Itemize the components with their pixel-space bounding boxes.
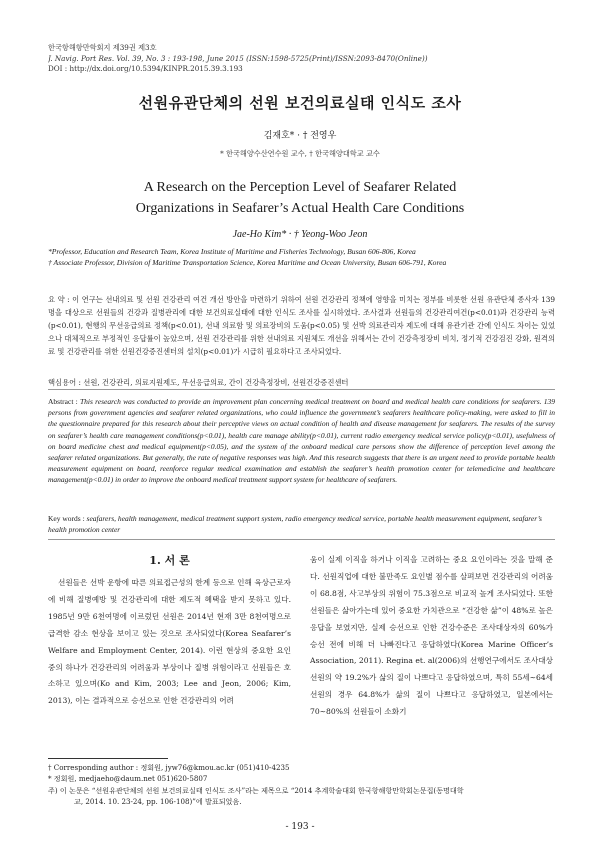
affiliation-english-2: † Associate Professor, Division of Maritime Transportation Science, Korea Maritime and Ocean University, Busan 606-791, Korea [48,257,447,267]
footnotes [48,762,558,807]
title-english-line-2: Organizations in Seafarer’s Actual Health Care Conditions [135,201,465,216]
title-korean: 선원유관단체의 선원 보건의료실태 인식도 조사 [138,94,462,112]
footnote-member: * 정회원, medjaeho@daum.net 051)620-5807 [48,774,208,784]
footnote-rule [48,758,168,759]
journal-name-ko: 한국항해항만학회지 제39권 제3호 [48,43,157,52]
title-english [0,177,600,219]
body-column-left: 선원들은 선박 운항에 따른 의료접근성의 한계 등으로 인해 육상근로자에 비해 질병예방 및 건강관리에 대한 제도적 혜택을 받지 못하고 있다. 1985년 9만 6천여명에 이르렀던 선원은 2014년 현재 3만 8천여명으로 급격한 감소 현상을 보이고 있는 것으로 조사되었다(Korea Seafarer’s Welfare and Employment Center, 2014). 이런 현상의 중요한 요인 중의 하나가 건강관리의 어려움과 부상이나 질병 위험이라고 선원들은 호소하고 있으며(Ko and Kim, 2003; Lee and Jeon, 2006; Kim, 2013), 이는 결과적으로 승선으로 인한 건강관리의 어려 [48,578,291,706]
journal-citation: J. Navig. Port Res. Vol. 39, No. 3 : 193-198, June 2015 (ISSN:1598-5725(Print)/ISSN:2093-8470(Online)) [48,53,428,63]
abstract-divider-top [48,389,555,390]
page-number: - 193 - [285,822,315,832]
keywords-korean: 핵심용어 : 선원, 건강관리, 의료지원제도, 무선응급의료, 간이 건강측정장비, 선원건강증진센터 [48,378,349,387]
affiliation-korean: * 한국해양수산연수원 교수, † 한국해양대학교 교수 [220,149,380,158]
abstract-english [48,396,555,486]
abstract-divider-bottom [48,539,555,540]
section-heading-introduction: 1. 서 론 [149,554,190,567]
keywords-english-label: Key words : [48,514,87,523]
footnote-conference-note-cont: 교, 2014. 10. 23-24, pp. 106-108)”에 발표되었음. [74,796,242,806]
affiliation-english [48,247,564,268]
body-column-right: 움이 실제 이직을 하거나 이직을 고려하는 중요 요인이라는 것을 말해 준다. 선원직업에 대한 불만족도 요인별 점수를 살펴보면 건강관리의 어려움이 68.8점, 사고부상의 위험이 75.3점으로 비교적 높게 조사되었다. 또한 선원들은 삶아가는데 있어 중요한 가치관으로 “건강한 삶”이 48%로 높은 응답을 보였지만, 실제 승선으로 인한 건강수준은 조사대상자의 60%가 승선 전에 비해 더 나빠진다고 응답하였다(Korea Marine Officer’s Association, 2011). Regina et. al(2006)의 선행연구에서도 조사대상 선원의 약 19.2%가 삶의 질이 나쁘다고 응답하였으며, 특히 55세∼64세 선원의 경우 64.8%가 삶의 질이 나쁘다고 응답하였고, 일본에서는 70∼80%의 선원들이 소화기 [310,555,553,717]
title-english-line-1: A Research on the Perception Level of Seafarer Related [143,180,457,195]
abstract-english-label: Abstract : [48,397,80,406]
abstract-english-text: This research was conducted to provide an improvement plan concerning medical treatment on board and medical health care conditions for seafarers. 139 persons from government agencies and seafarer related organizations, who could influence the government’s seafarers healthcare policy-making, were asked to fill in the questionnaire prepared for this research about their perceptive views on actual condition of health and disease management for seafarers. The results of the survey on seafarer’s health care management conditions(p<0.01), health care manage ability(p<0.01), current radio emergency medical service policy(p<0.01), usefulness of on board medicine chest and medical equipment(p<0.05), and the system of the onboard medical care persons show the difference of perception level among the seafarer related organizations. But generally, the rate of negative responses was high. And this research suggests that there is an urgent need to provide portable health measurement equipment on board, reenforce regular medical examination and establish the seafarer’s health promotion center for telemedicine and healthcare management(p<0.01) in order to improve the onboard medical treatment support system for healthcare of seafarers. [48,397,555,485]
keywords-english-text: seafarers, health management, medical treatment support system, radio emergency medical service, portable health measurement equipment, seafarer’s health promotion center [48,514,542,535]
abstract-korean: 요 약 : 이 연구는 선내의료 및 선원 건강관리 여건 개선 방안을 마련하기 위하여 선원 건강관리 정책에 영향을 미치는 정부를 비롯한 선원 유관단체 종사자 139명을 대상으로 선원들의 건강과 질병관리에 대한 보건의료실태에 대한 인식도 조사를 실시하였다. 조사결과 선원들의 건강관리여건(p<0.01)과 건강관리 능력(p<0.01), 현행의 무선응급의료 정책(p<0.01), 선내 의료함 및 의료장비의 도움(p<0.05) 및 선박 의료관리자 제도에 대해 유관기관 간에 인식도 차이는 있었으나 대체적으로 부정적인 응답률이 높았으며, 선원 건강관리를 위한 선내의료 지원체도 개선을 위해서는 간이 건강측정장비 비치, 정기적 건강검진 강화, 원격의료 및 건강관리를 위한 선원건강증진센터의 설치(p<0.01)가 시급히 필요하다고 조사되었다. [48,295,555,356]
journal-header [48,43,568,75]
authors-english: Jae-Ho Kim* · † Yeong-Woo Jeon [232,229,368,240]
affiliation-english-1: *Professor, Education and Research Team, Korea Institute of Maritime and Fisheries Technology, Busan 606-806, Korea [48,247,416,256]
footnote-corresponding-author: † Corresponding author : 정회원, jyw76@kmou.ac.kr (051)410-4235 [48,763,290,772]
doi-line: DOI : http://dx.doi.org/10.5394/KINPR.2015.39.3.193 [48,64,243,73]
footnote-conference-note: 주) 이 논문은 “선원유관단체의 선원 보건의료실태 인식도 조사”라는 제목으로 “2014 추계학술대회 한국항해항만학회논문집(동명대학 [48,785,464,795]
authors-korean: 김재호* · † 전영우 [263,131,337,141]
keywords-english [48,513,555,535]
